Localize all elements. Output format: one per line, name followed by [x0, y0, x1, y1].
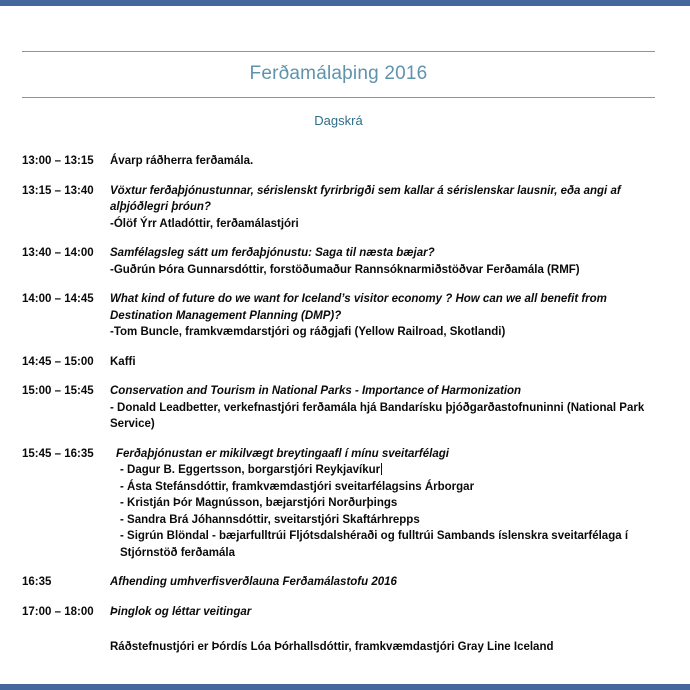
agenda-speaker: -Ólöf Ýrr Atladóttir, ferðamálastjóri: [110, 217, 299, 230]
agenda-session-title: Vöxtur ferðaþjónustunnar, sérislenskt fyrirbrigði sem kallar á sérislenskar lausnir, eða angi af alþjóðlegri þróun?: [110, 184, 621, 213]
agenda-time: 13:40 – 14:00: [22, 247, 94, 259]
agenda-row: [22, 383, 656, 433]
agenda-list: [22, 153, 656, 620]
agenda-speaker: -Tom Buncle, framkvæmdarstjóri og ráðgjafi (Yellow Railroad, Skotlandi): [110, 326, 506, 338]
agenda-row: [22, 604, 656, 621]
agenda-description: [110, 354, 656, 371]
agenda-speaker: - Sandra Brá Jóhannsdóttir, sveitarstjóri Skaftárhrepps: [120, 513, 420, 526]
footnote-row: [22, 639, 656, 656]
agenda-speaker: Ávarp ráðherra ferðamála.: [110, 155, 254, 167]
agenda-row: [22, 153, 656, 170]
document-body: [0, 6, 690, 684]
agenda-time: 14:00 – 14:45: [22, 293, 94, 305]
agenda-time: 13:00 – 13:15: [22, 155, 94, 167]
agenda-speaker: -Guðrún Þóra Gunnarsdóttir, forstöðumaður Rannsóknarmiðstöðvar Ferðamála (RMF): [110, 263, 580, 276]
agenda-session-title: Ferðaþjónustan er mikilvægt breytingaafl í mínu sveitarfélagi: [116, 447, 449, 460]
agenda-row: [22, 291, 656, 341]
agenda-time: 15:00 – 15:45: [22, 385, 94, 397]
agenda-speaker: - Sigrún Blöndal - bæjarfulltrúi Fljótsdalshéraði og fulltrúi Sambands íslenskra sveitarfélaga í Stjórnstöð ferðamála: [120, 530, 629, 559]
agenda-description: [110, 153, 656, 170]
agenda-speaker: - Ásta Stefánsdóttir, framkvæmdastjóri sveitarfélagsins Árborgar: [120, 480, 475, 493]
text-caret: [381, 463, 382, 475]
agenda-description: [110, 574, 656, 591]
agenda-time: 13:15 – 13:40: [22, 184, 94, 197]
agenda-description: [110, 245, 656, 278]
agenda-row: [22, 574, 656, 591]
agenda-description: [110, 291, 656, 341]
agenda-session-title: Afhending umhverfisverðlauna Ferðamálastofu 2016: [110, 576, 397, 588]
agenda-speaker: Kaffi: [110, 355, 136, 368]
agenda-speaker: - Dagur B. Eggertsson, borgarstjóri Reykjavíkur: [120, 464, 381, 476]
agenda-session-title: Þinglok og léttar veitingar: [110, 605, 252, 618]
agenda-subtitle: Dagskrá: [314, 113, 363, 128]
agenda-description: [110, 604, 656, 621]
agenda-description: [110, 383, 656, 433]
agenda-row: [22, 245, 656, 278]
agenda-time: 17:00 – 18:00: [22, 605, 94, 618]
agenda-row: [22, 183, 656, 233]
agenda-description: [110, 446, 656, 562]
page-title: Ferðamálaþing 2016: [249, 63, 428, 84]
agenda-speaker: - Donald Leadbetter, verkefnastjóri ferðamála hjá Bandarísku þjóðgarðastofnuninni (National Park Service): [110, 401, 645, 430]
agenda-time: 16:35: [22, 576, 52, 588]
agenda-speaker: - Kristján Þór Magnússon, bæjarstjóri Norðurþings: [120, 497, 398, 509]
agenda-description: [110, 183, 656, 233]
agenda-session-title: What kind of future do we want for Iceland’s visitor economy ? How can we all benefit from Destination Management Planning (DMP)?: [110, 293, 607, 322]
conference-host-note: Ráðstefnustjóri er Þórdís Lóa Þórhallsdóttir, framkvæmdastjóri Gray Line Iceland: [110, 641, 554, 653]
window-bottom-bar: [0, 684, 690, 690]
agenda-row: [22, 354, 656, 371]
agenda-time: 15:45 – 16:35: [22, 447, 94, 460]
agenda-session-title: Conservation and Tourism in National Parks - Importance of Harmonization: [110, 385, 522, 397]
agenda-session-title: Samfélagsleg sátt um ferðaþjónustu: Saga til næsta bæjar?: [110, 247, 435, 259]
agenda-row: [22, 446, 656, 562]
agenda-time: 14:45 – 15:00: [22, 355, 94, 368]
